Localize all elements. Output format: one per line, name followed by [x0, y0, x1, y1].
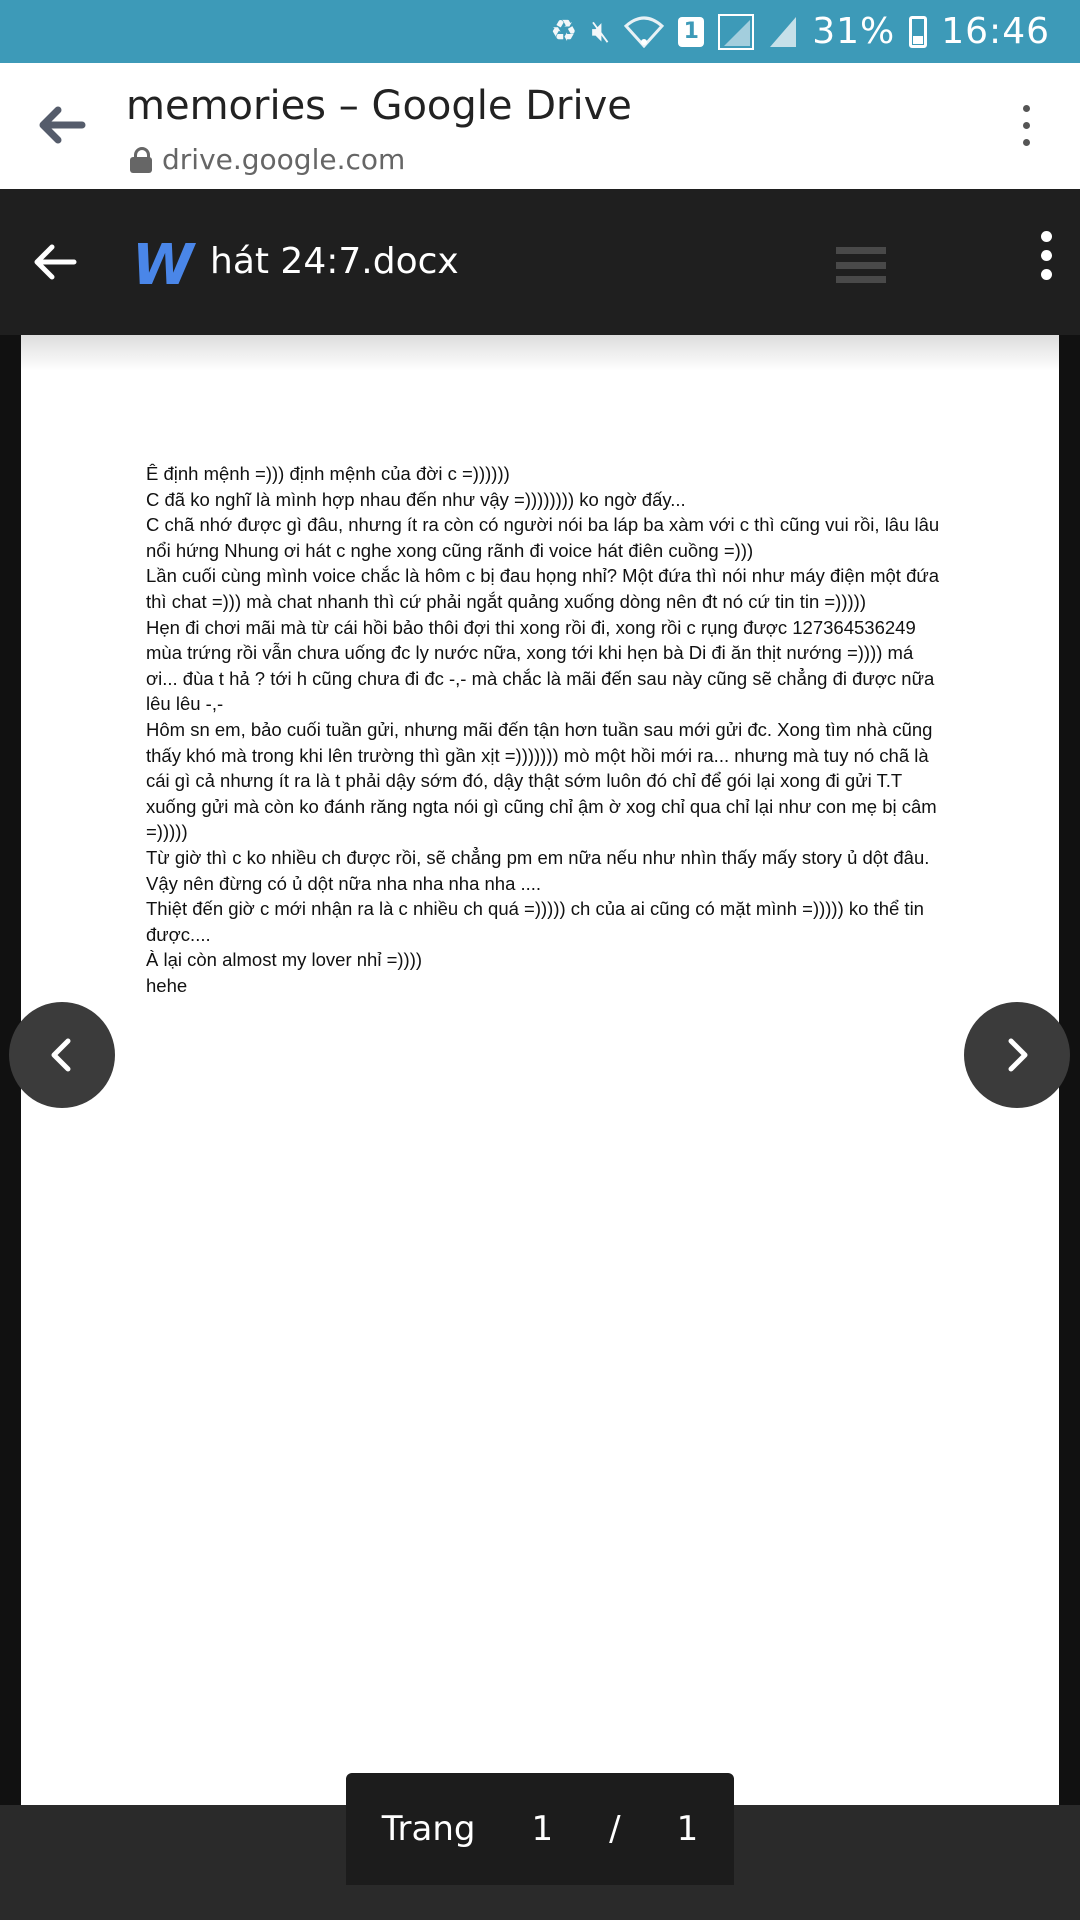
more-dot-icon [1023, 139, 1030, 146]
doc-paragraph: Hôm sn em, bảo cuối tuần gửi, nhưng mãi đến tận hơn tuần sau mới gửi đc. Xong tìm nhà cũng thấy khó mà trong khi lên trường thì gần xịt =))))))) mò một hồi mới ra... nhưng mà tuy nó chã là cái gì cả nhưng ít ra là t phải dậy sớm đó, dậy thật sớm luôn đó chỉ để gói lại xong đi gửi T.T xuống gửi mà còn ko đánh răng ngta nói gì cũng chỉ ậm ờ xog chỉ qua chỉ lại như con mẹ bị câm =))))) [146, 718, 937, 843]
page-label: Trang [381, 1809, 476, 1849]
sim-badge-icon: 1 [678, 17, 704, 47]
battery-saver-icon: ♻ [550, 14, 578, 49]
doc-paragraph: Từ giờ thì c ko nhiều ch được rồi, sẽ chẳng pm em nữa nếu như nhìn thấy mấy story ủ dột đâu. Vậy nên đừng có ủ dột nữa nha nha nha nha .... [146, 846, 930, 894]
next-page-button[interactable] [964, 1002, 1070, 1108]
battery-percent: 31% [812, 11, 896, 52]
browser-tab-title: memories – Google Drive [126, 83, 632, 129]
page-separator: / [609, 1809, 621, 1849]
chevron-right-icon [995, 1033, 1039, 1077]
total-pages: 1 [676, 1809, 699, 1849]
doc-paragraph: C đã ko nghĩ là mình hợp nhau đến như vậy =)))))))) ko ngờ đấy... [146, 488, 686, 510]
page-indicator [346, 1773, 734, 1885]
document-body [146, 461, 946, 998]
word-doc-icon: W [132, 233, 194, 298]
more-dot-icon [1041, 231, 1052, 242]
more-dot-icon [1023, 122, 1030, 129]
current-page: 1 [531, 1809, 554, 1849]
signal-icon [718, 14, 754, 50]
page-shadow [21, 335, 1059, 371]
doc-paragraph: À lại còn almost my lover nhỉ =)))) [146, 949, 423, 971]
more-dot-icon [1023, 105, 1030, 112]
browser-url[interactable] [130, 143, 405, 176]
more-dot-icon [1041, 250, 1052, 261]
viewer-back-button[interactable] [32, 239, 78, 285]
document-page[interactable] [21, 335, 1059, 1805]
doc-paragraph: hehe [146, 974, 188, 996]
viewer-more-button[interactable] [1041, 231, 1052, 280]
doc-paragraph: Hẹn đi chơi mãi mà từ cái hồi bảo thôi đợi thi xong rồi đi, xong rồi c rụng được 127364536249 mùa trứng rồi vẫn chưa uống đc ly nước nữa, xong tới khi hẹn bà Di đi ăn thịt nướng =)))) má ơi... đùa t hả ? tới h cũng chưa đi đc -,- mà chắc là mãi đến sau này cũng sẽ chẳng đi được nữa lêu lêu -,- [146, 616, 935, 715]
viewer-header [0, 189, 1080, 335]
wifi-icon [624, 16, 664, 48]
more-dot-icon [1041, 269, 1052, 280]
chevron-left-icon [40, 1033, 84, 1077]
previous-page-button[interactable] [9, 1002, 115, 1108]
clock: 16:46 [941, 11, 1050, 52]
arrow-left-icon [32, 239, 78, 285]
arrow-left-icon [36, 99, 88, 151]
signal-icon-2 [768, 15, 798, 49]
list-view-icon [836, 247, 886, 283]
doc-paragraph: Thiệt đến giờ c mới nhận ra là c nhiều ch quá =))))) ch của ai cũng có mặt mình =))))) ko thể tin được.... [146, 898, 924, 945]
mute-icon: 🔇︎ [591, 14, 611, 49]
lock-icon [130, 147, 152, 173]
doc-paragraph: Lần cuối cùng mình voice chắc là hôm c bị đau họng nhỉ? Một đứa thì nói như máy điện một đứa thì chat =))) mà chat nhanh thì cứ phải ngắt quảng xuống dòng nên đt nó cứ tin tin =))))) [146, 565, 940, 612]
file-name: hát 24:7.docx [210, 241, 459, 282]
doc-paragraph: Ê định mệnh =))) định mệnh của đời c =)))))) [146, 463, 510, 484]
browser-more-button[interactable] [1023, 105, 1030, 146]
doc-paragraph: C chã nhớ được gì đâu, nhưng ít ra còn có người nói ba láp ba xàm với c thì cũng vui rồi, lâu lâu nổi hứng Nhung ơi hát c nghe xong cũng rãnh đi voice hát điên cuồng =))) [146, 514, 940, 561]
browser-bar [0, 63, 1080, 189]
url-text: drive.google.com [162, 143, 406, 176]
browser-back-button[interactable] [36, 99, 88, 151]
battery-icon [909, 16, 927, 48]
status-bar [0, 0, 1080, 63]
